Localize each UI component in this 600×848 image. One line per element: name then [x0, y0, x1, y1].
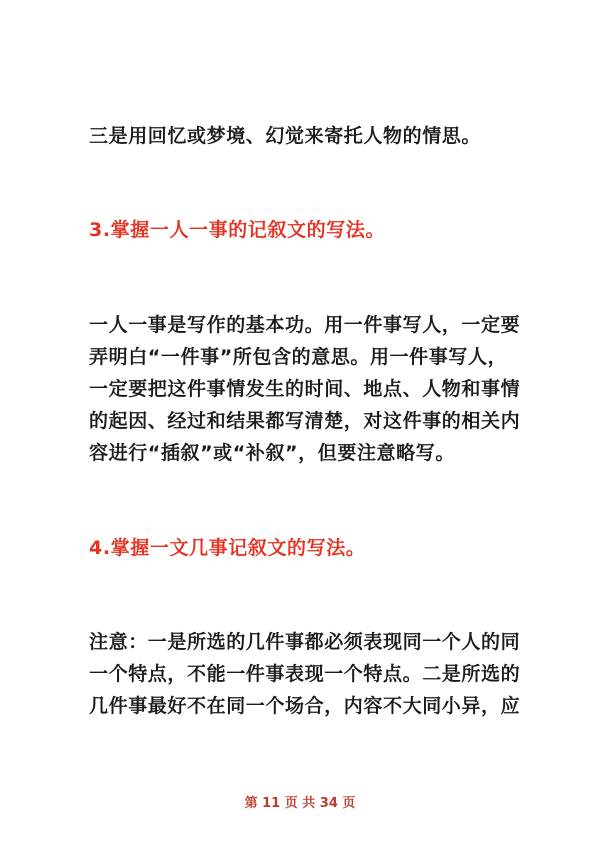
page-number-footer: 第 11 页 共 34 页	[244, 796, 356, 811]
paragraph-line: 的起因、经过和结果都写清楚，对这件事的相关内	[89, 410, 521, 432]
section-4-heading: 4.掌握一文几事记叙文的写法。	[89, 537, 366, 559]
paragraph-line: 弄明白“一件事”所包含的意思。用一件事写人，	[89, 346, 508, 368]
paragraph-line: 容进行“插叙”或“补叙”，但要注意略写。	[89, 442, 455, 464]
paragraph-line: 注意：一是所选的几件事都必须表现同一个人的同	[89, 631, 521, 653]
paragraph-line: 一个特点，不能一件事表现一个特点。二是所选的	[89, 663, 521, 685]
intro-paragraph: 三是用回忆或梦境、幻觉来寄托人物的情思。	[89, 125, 482, 147]
paragraph-line: 一人一事是写作的基本功。用一件事写人，一定要	[89, 314, 521, 336]
section-3-heading: 3.掌握一人一事的记叙文的写法。	[89, 219, 386, 241]
paragraph-line: 几件事最好不在同一个场合，内容不大同小异，应	[89, 695, 521, 717]
paragraph-line: 一定要把这件事情发生的时间、地点、人物和事情	[89, 378, 521, 400]
